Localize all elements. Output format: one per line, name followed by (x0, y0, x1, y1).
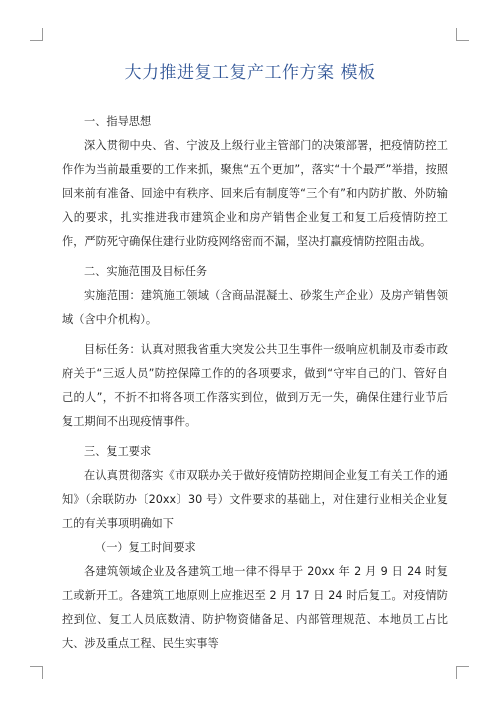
paragraph-resumption-intro: 在认真贯彻落实《市双联办关于做好疫情防控期间企业复工有关工作的通知》（余联防办〔20xx〕30 号）文件要求的基础上，对住建行业相关企业复工的有关事项明确如下 (62, 469, 448, 530)
paragraph-guiding-ideology: 深入贯彻中央、省、宁波及上级行业主管部门的决策部署，把疫情防控工作作为当前最重要的工作来抓，聚焦“五个更加”，落实“十个最严”举措，按照回来前有准备、回途中有秩序、回来后有制度等“三个有”和内防扩散、外防输入的要求，扎实推进我市建筑企业和房产销售企业复工和复工后疫情防控工作，严防死守确保住建行业防疫网络密而不漏，坚决打赢疫情防控阻击战。 (62, 139, 448, 248)
document-body (62, 110, 448, 656)
page-corner-mark-bottom-right (456, 666, 469, 679)
section-heading-scope-and-targets: 二、实施范围及目标任务 (84, 265, 208, 278)
section-heading-resumption-requirements: 三、复工要求 (84, 445, 152, 458)
paragraph-scope: 实施范围：建筑施工领域（含商品混凝土、砂浆生产企业）及房产销售领域（含中介机构）。 (62, 289, 448, 326)
page-corner-mark-top-right (456, 28, 469, 41)
paragraph-targets: 目标任务：认真对照我省重大突发公共卫生事件一级响应机制及市委市政府关于“三返人员”防控保障工作的的各项要求，做到“守牢自己的门、管好自己的人”，不折不扣将各项工作落实到位，做到万无一失，确保住建行业节后复工期间不出现疫情事件。 (62, 343, 448, 428)
document-title: 大力推进复工复产工作方案 模板 (124, 63, 376, 83)
subsection-heading-resumption-time: （一）复工时间要求 (95, 541, 196, 554)
paragraph-resumption-time: 各建筑领域企业及各建筑工地一律不得早于 20xx 年 2 月 9 日 24 时复工或新开工。各建筑工地原则上应推迟至 2 月 17 日 24 时后复工。对疫情防控到位、复工人员底数清、防护物资储备足、内部管理规范、本地员工占比大、涉及重点工程、民生实事等 (62, 565, 448, 650)
page-corner-mark-top-left (30, 28, 43, 41)
page-corner-mark-bottom-left (30, 666, 43, 679)
section-heading-guiding-ideology: 一、指导思想 (84, 115, 152, 128)
